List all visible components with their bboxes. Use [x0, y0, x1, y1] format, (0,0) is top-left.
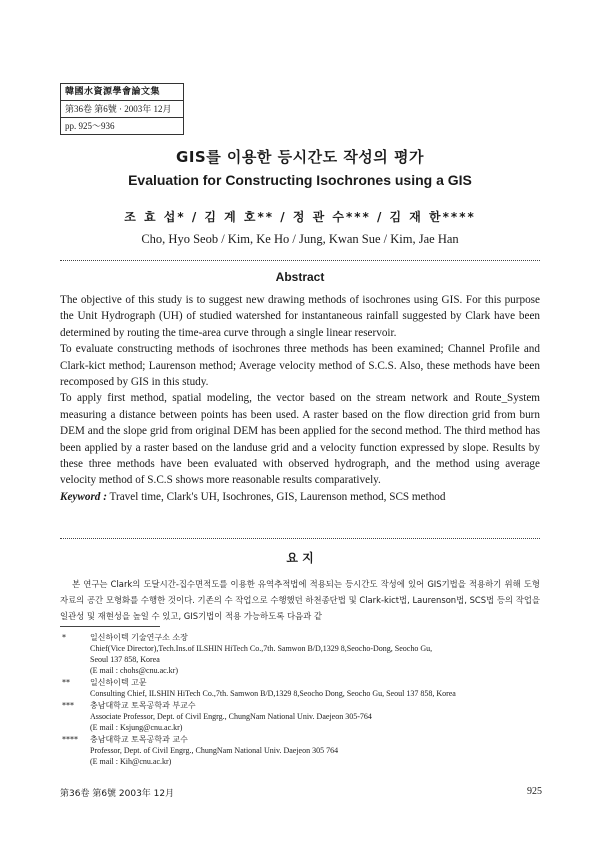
abstract-paragraph: The objective of this study is to suggest new drawing methods of isochrones using GIS. For this purpose the Unit Hydrograph (UH) of studied watershed for instantaneous rainfall suggested by Clark have been determined by routing the time-area curve through a single linear reservoir.	[60, 294, 540, 339]
journal-info-box	[60, 83, 184, 135]
footnote-role: 일신하이텍 고문	[90, 678, 147, 687]
footnote-line: Seoul 137 858, Korea	[90, 655, 160, 664]
footnote	[62, 632, 540, 676]
abstract-paragraph: To apply first method, spatial modeling, the vector based on the stream network and Route_System measuring a distance between points has been used. A raster based on the flow direction grid from burn DEM and the slope grid from original DEM has been applied for the second method. The third method has been applied by a raster based on the landuse grid and a velocity function expressed by slope. Results by these three methods have been evaluated with observed hydrograph, and the method using average velocity method of S.C.S shows more reasonable results comparatively.	[60, 392, 540, 487]
footnote-line: Consulting Chief, ILSHIN HiTech Co.,7th. Samwon B/D,1329 8,Seocho Dong, Seocho Gu, Seoul 137 858, Korea	[90, 689, 456, 698]
footnote-line: Chief(Vice Director),Tech.Ins.of ILSHIN HiTech Co.,7th. Samwon B/D,1329 8,Seocho-Dong, Seocho Gu,	[90, 644, 433, 653]
footnote	[62, 734, 540, 767]
journal-volume: 第36卷 第6號 · 2003年 12月	[61, 101, 183, 118]
keyword-list: Travel time, Clark's UH, Isochrones, GIS, Laurenson method, SCS method	[109, 490, 446, 503]
journal-pages: pp. 925～936	[65, 121, 115, 131]
footnote	[62, 700, 540, 733]
journal-name: 韓國水資源學會論文集	[61, 84, 183, 101]
title-korean: GIS를 이용한 등시간도 작성의 평가	[176, 148, 424, 166]
keyword-label: Keyword :	[60, 490, 107, 503]
divider	[60, 538, 540, 539]
footnote	[62, 677, 540, 699]
abstract-paragraph: To evaluate constructing methods of isochrones three methods has been examined; Channel Profile and Clark-kict method; Laurenson method; Average velocity method of S.C.S. Also, these methods have been recomposed by GIS in this study.	[60, 343, 540, 389]
summary-text: 본 연구는 Clark의 도달시간-집수면적도를 이용한 유역추적법에 적용되는 등시간도 작성에 있어 GIS기법을 적용하기 위해 도형자료의 공간 모형화를 수행한 것이다. 기존의 수 작업으로 수행했던 하천종단법 및 Clark-kict법, Laurenson법, SCS법 등의 작업을 일관성 및 재현성을 높일 수 있고, GIS기법이 적용 가능하도록 다음과 같	[60, 579, 540, 621]
footnote-line: (E mail : Kih@cnu.ac.kr)	[90, 757, 172, 766]
authors-korean: 조 효 섭* / 김 계 호** / 정 관 수*** / 김 재 한****	[124, 210, 476, 224]
keywords-line	[60, 489, 540, 505]
footnote-mark: **	[62, 678, 70, 687]
footnote-role: 충남대학교 토목공학과 부교수	[90, 701, 196, 710]
abstract-body	[60, 292, 540, 505]
abstract-heading: Abstract	[275, 270, 325, 284]
footnote-line: (E mail : Ksjung@cnu.ac.kr)	[90, 723, 183, 732]
footnote-line: Professor, Dept. of Civil Engrg., ChungNam National Univ. Daejeon 305 764	[90, 746, 339, 755]
footnote-line: Associate Professor, Dept. of Civil Engrg., ChungNam National Univ. Daejeon 305-764	[90, 712, 372, 721]
footer-issue: 第36卷 第6號 2003年 12月	[60, 789, 175, 799]
summary-heading: 요 지	[286, 551, 314, 565]
footnote-mark: ***	[62, 701, 74, 710]
title-english: Evaluation for Constructing Isochrones using a GIS	[128, 172, 472, 188]
footnote-rule	[60, 626, 160, 627]
footnotes	[62, 632, 540, 768]
page-number: 925	[527, 786, 542, 797]
footnote-mark: *	[62, 633, 66, 642]
summary-body	[60, 576, 540, 624]
footnote-line: (E mail : chohs@cnu.ac.kr)	[90, 666, 179, 675]
footnote-role: 충남대학교 토목공학과 교수	[90, 735, 188, 744]
footnote-mark: ****	[62, 735, 78, 744]
divider	[60, 260, 540, 261]
footnote-role: 일신하이텍 기술연구소 소장	[90, 633, 188, 642]
authors-english: Cho, Hyo Seob / Kim, Ke Ho / Jung, Kwan Sue / Kim, Jae Han	[141, 232, 459, 246]
